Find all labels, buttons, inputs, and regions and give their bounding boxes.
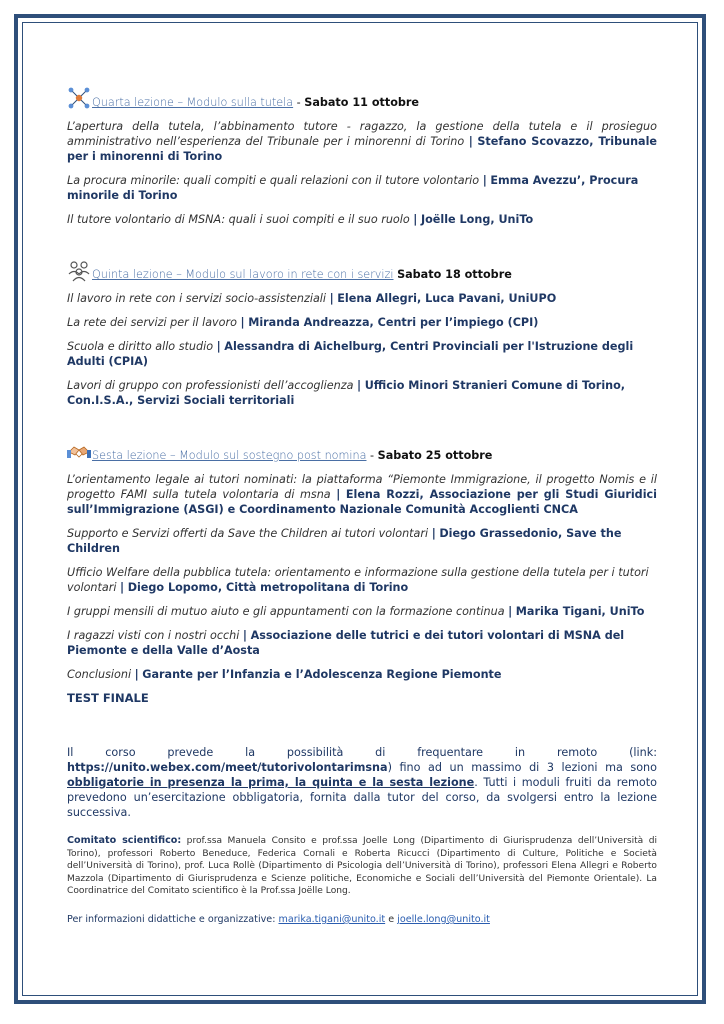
separator-bar: | (482, 174, 487, 187)
lesson-section (67, 86, 657, 227)
separator-bar: | (468, 135, 473, 148)
lesson-header (67, 86, 657, 110)
webex-link[interactable]: https://unito.webex.com/meet/tutorivolontarimsna (67, 761, 388, 774)
notice-text: ) fino ad un massimo di 3 lezioni ma sono (387, 761, 657, 774)
test-finale-heading: TEST FINALE (67, 691, 149, 705)
lesson-title-link[interactable]: Quarta lezione – Modulo sulla tutela (92, 96, 294, 109)
talk-item (67, 315, 657, 330)
lesson-title-link[interactable]: Quinta lezione – Modulo sul lavoro in rete con i servizi (92, 268, 394, 281)
lesson-date: Sabato 25 ottobre (377, 449, 493, 462)
separator-bar: | (216, 340, 221, 353)
talk-item (67, 565, 657, 595)
talk-speaker: Miranda Andreazza, Centri per l’impiego (CPI) (248, 316, 539, 329)
separator-bar: | (120, 581, 125, 594)
talk-item (67, 628, 657, 658)
talk-title: Il lavoro in rete con i servizi socio-assistenziali (67, 292, 327, 305)
talk-speaker: Elena Rozzi, Associazione per gli Studi Giuridici sull’Immigrazione (ASGI) e Coordinamento Nazionale Comunità Accoglienti CNCA (67, 488, 657, 516)
talk-title: Lavori di gruppo con professionisti dell’accoglienza (67, 379, 354, 392)
talk-title: Il tutore volontario di MSNA: quali i suoi compiti e il suo ruolo (67, 213, 410, 226)
separator-bar: | (431, 527, 436, 540)
talk-speaker: Elena Allegri, Luca Pavani, UniUPO (337, 292, 557, 305)
talk-title: Conclusioni (67, 668, 132, 681)
talk-title: I gruppi mensili di mutuo aiuto e gli appuntamenti con la formazione continua (67, 605, 505, 618)
lesson-header (67, 439, 657, 463)
talk-item (67, 119, 657, 164)
talk-speaker: Stefano Scovazzo, Tribunale per i minorenni di Torino (67, 135, 658, 163)
lesson-section (67, 258, 657, 408)
talk-speaker: Associazione delle tutrici e dei tutori volontari di MSNA del Piemonte e della Valle d’Aosta (67, 629, 625, 657)
group-people-icon (67, 258, 91, 282)
talk-title: L’orientamento legale ai tutori nominati: la piattaforma “Piemonte Immigrazione, il progetto Nomis e il progetto FAMI sulla tutela volontaria di msna (67, 473, 657, 501)
talk-title: La rete dei servizi per il lavoro (67, 316, 237, 329)
talk-title: I ragazzi visti con i nostri occhi (67, 629, 240, 642)
talk-item (67, 604, 657, 619)
separator-bar: | (413, 213, 418, 226)
lesson-section (67, 439, 657, 706)
talk-item (67, 291, 657, 306)
notice-mandatory-lessons: obbligatorie in presenza la prima, la quinta e la sesta lezione (67, 776, 475, 789)
talk-speaker: Diego Lopomo, Città metropolitana di Torino (127, 581, 409, 594)
talk-title: Supporto e Servizi offerti da Save the Children ai tutori volontari (67, 527, 429, 540)
separator-bar: | (134, 668, 139, 681)
lesson-header (67, 258, 657, 282)
talk-title: Scuola e diritto allo studio (67, 340, 214, 353)
talk-speaker: Alessandra di Aichelburg, Centri Provinciali per l'Istruzione degli Adulti (CPIA) (67, 340, 634, 368)
talk-item (67, 378, 657, 408)
committee-text: prof.ssa Manuela Consito e prof.ssa Joelle Long (Dipartimento di Giurisprudenza dell’Università di Torino), professori Roberto Beneduce, Federica Cornali e Roberta Ricucci (Dipartimento di Culture, Politiche e Società dell’Università di Torino), prof. Luca Rollè (Dipartimento di Psicologia dell’Università di Torino), professori Elena Allegri e Roberto Mazzola (Dipartimento di Giurisprudenza e Scienze politiche, Economiche e Sociali dell’Università del Piemonte Orientale). La Coordinatrice del Comitato scientifico è la Prof.ssa Joëlle Long. (67, 836, 657, 897)
separator-bar: | (336, 488, 341, 501)
talk-speaker: Marika Tigani, UniTo (515, 605, 645, 618)
talk-item (67, 339, 657, 369)
separator-bar: | (357, 379, 362, 392)
scientific-committee (67, 835, 657, 898)
talk-speaker: Joëlle Long, UniTo (420, 213, 534, 226)
talk-item (67, 526, 657, 556)
talk-item (67, 173, 657, 203)
contact-label: Per informazioni didattiche e organizzative: (67, 913, 276, 925)
talk-speaker: Emma Avezzu’, Procura minorile di Torino (67, 174, 639, 202)
handshake-icon (67, 439, 91, 463)
notice-text: . Tutti i moduli fruiti da remoto prevedono un’esercitazione obbligatoria, fornita dalla tutor del corso, da svolgersi entro la lezione successiva. (67, 776, 657, 819)
title-separator: - (366, 449, 378, 462)
talk-item (67, 212, 657, 227)
email-link-long[interactable]: joelle.long@unito.it (397, 913, 490, 925)
network-people-icon (67, 86, 91, 110)
title-separator: - (293, 96, 305, 109)
contact-conjunction: e (385, 913, 398, 925)
notice-text: Il corso prevede la possibilità di frequentare in remoto (link: (67, 746, 657, 759)
lesson-title-link[interactable]: Sesta lezione – Modulo sul sostegno post nomina (92, 449, 367, 462)
talk-speaker: Ufficio Minori Stranieri Comune di Torino, Con.I.S.A., Servizi Sociali territoriali (67, 379, 626, 407)
document-body (67, 86, 657, 936)
email-link-tigani[interactable]: marika.tigani@unito.it (278, 913, 386, 925)
remote-attendance-notice (67, 745, 657, 820)
contact-info (67, 912, 657, 927)
lesson-date: Sabato 11 ottobre (304, 96, 420, 109)
separator-bar: | (508, 605, 513, 618)
talk-item (67, 472, 657, 517)
separator-bar: | (240, 316, 245, 329)
lesson-date: Sabato 18 ottobre (397, 268, 512, 281)
talk-title: Ufficio Welfare della pubblica tutela: orientamento e informazione sulla gestione della tutela per i tutori volontari (67, 566, 649, 594)
talk-title: La procura minorile: quali compiti e quali relazioni con il tutore volontario (67, 174, 480, 187)
talk-title: L’apertura della tutela, l’abbinamento tutore - ragazzo, la gestione della tutela e il prosieguo amministrativo nell’esperienza del Tribunale per i minorenni di Torino (67, 120, 657, 148)
separator-bar: | (242, 629, 248, 642)
talk-speaker: Garante per l’Infanzia e l’Adolescenza Regione Piemonte (142, 668, 502, 681)
talk-item (67, 667, 657, 682)
committee-label: Comitato scientifico: (67, 835, 182, 846)
separator-bar: | (329, 292, 334, 305)
talk-speaker: Diego Grassedonio, Save the Children (67, 527, 622, 555)
